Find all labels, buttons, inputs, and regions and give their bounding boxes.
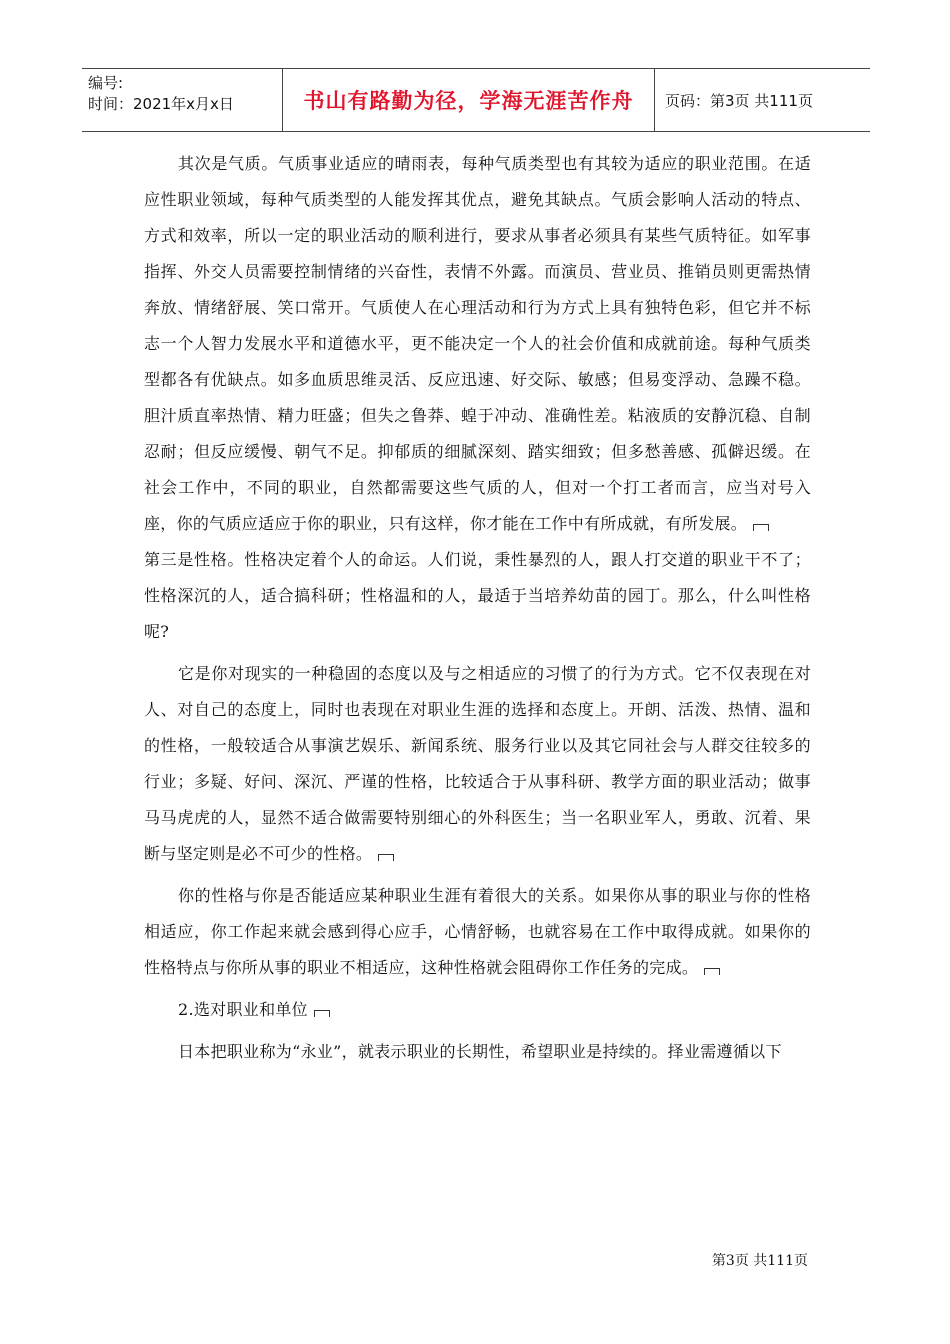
header-motto: 书山有路勤为径，学海无涯苦作舟 [282,69,655,131]
paragraph-personality-definition [144,656,811,872]
paragraph-end-mark-icon [314,1010,330,1017]
document-number-label: 编号: [88,74,124,92]
paragraph-japan-lifetime-job: 日本把职业称为“永业”，就表示职业的长期性，希望职业是持续的。择业需遵循以下 [178,1042,782,1061]
paragraph-text: 你的性格与你是否能适应某种职业生涯有着很大的关系。如果你从事的职业与你的性格相适应，你工作起来就会感到得心应手，心情舒畅，也就容易在工作中取得成就。如果你的性格特点与你所从事的职业不相适应，这种性格就会阻碍你工作任务的完成。 [144,886,811,977]
paragraph-end-mark-icon [704,968,720,975]
document-body [144,146,811,1070]
paragraph-temperament [144,146,811,542]
heading-text: 2.选对职业和单位 [178,1000,308,1019]
paragraph-text: 其次是气质。气质事业适应的晴雨表，每种气质类型也有其较为适应的职业范围。在适应性职业领域，每种气质类型的人能发挥其优点，避免其缺点。气质会影响人活动的特点、方式和效率，所以一定的职业活动的顺利进行，要求从事者必须具有某些气质特征。如军事指挥、外交人员需要控制情绪的兴奋性，表情不外露。而演员、营业员、推销员则更需热情奔放、情绪舒展、笑口常开。气质使人在心理活动和行为方式上具有独特色彩，但它并不标志一个人智力发展水平和道德水平，更不能决定一个人的社会价值和成就前途。每种气质类型都各有优缺点。如多血质思维灵活、反应迅速、好交际、敏感；但易变浮动、急躁不稳。胆汁质直率热情、精力旺盛；但失之鲁莽、蝗于冲动、准确性差。粘液质的安静沉稳、自制忍耐；但反应缓慢、朝气不足。抑郁质的细腻深刻、踏实细致；但多愁善感、孤僻迟缓。在社会工作中，不同的职业，自然都需要这些气质的人，但对一个打工者而言，应当对号入座，你的气质应适应于你的职业，只有这样，你才能在工作中有所成就，有所发展。 [144,154,811,533]
header-page-code: 页码：第3页 共111页 [665,91,813,110]
paragraph-personality-fit [144,878,811,986]
page-header [82,68,870,132]
paragraph-personality-intro: 第三是性格。性格决定着个人的命运。人们说，秉性暴烈的人，跟人打交道的职业干不了；性格深沉的人，适合搞科研；性格温和的人，最适于当培养幼苗的园丁。那么，什么叫性格呢? [144,550,811,641]
paragraph-text: 它是你对现实的一种稳固的态度以及与之相适应的习惯了的行为方式。它不仅表现在对人、对自己的态度上，同时也表现在对职业生涯的选择和态度上。开朗、活泼、热情、温和的性格，一般较适合从事演艺娱乐、新闻系统、服务行业以及其它同社会与人群交往较多的行业；多疑、好问、深沉、严谨的性格，比较适合于从事科研、教学方面的职业活动；做事马马虎虎的人，显然不适合做需要特别细心的外科医生；当一名职业军人，勇敢、沉着、果断与坚定则是必不可少的性格。 [144,664,811,863]
header-meta [82,69,282,131]
document-time-label: 时间：2021年x月x日 [88,95,234,113]
section-heading-choose-job [144,992,811,1028]
paragraph-end-mark-icon [378,854,394,861]
paragraph-end-mark-icon [753,524,769,531]
page-footer: 第3页 共111页 [711,1253,808,1269]
